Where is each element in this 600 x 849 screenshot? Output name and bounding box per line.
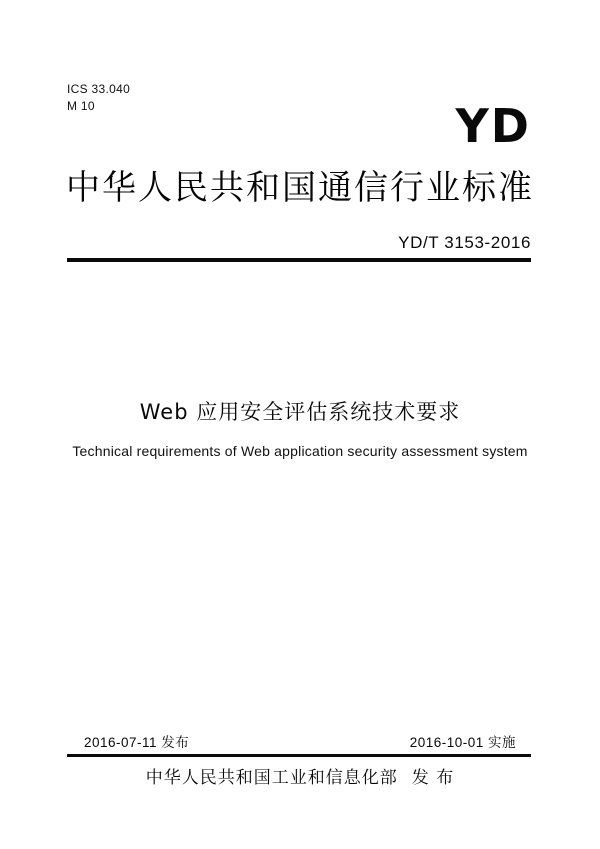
- footer-divider: [67, 754, 531, 757]
- standard-number: YD/T 3153-2016: [398, 233, 531, 252]
- ics-block: [67, 81, 130, 116]
- footer-dates: [84, 731, 516, 751]
- ics-code: ICS 33.040: [67, 82, 131, 96]
- header-divider: [67, 258, 531, 262]
- yd-logo: YD: [455, 99, 531, 153]
- cover-sheet: [22, 18, 578, 831]
- national-standard-title: 中华人民共和国通信行业标准: [66, 168, 534, 208]
- issue-date: 2016-07-11 发布: [84, 735, 190, 750]
- publisher-verb: 发 布: [411, 768, 455, 788]
- publisher-name: 中华人民共和国工业和信息化部: [145, 768, 398, 788]
- effective-date: 2016-10-01 实施: [409, 735, 516, 750]
- publisher-line: [22, 763, 578, 788]
- classification-code: M 10: [67, 99, 95, 114]
- document-title-chinese: Web 应用安全评估系统技术要求: [139, 400, 461, 424]
- document-title-english: Technical requirements of Web application security assessment system: [72, 443, 528, 459]
